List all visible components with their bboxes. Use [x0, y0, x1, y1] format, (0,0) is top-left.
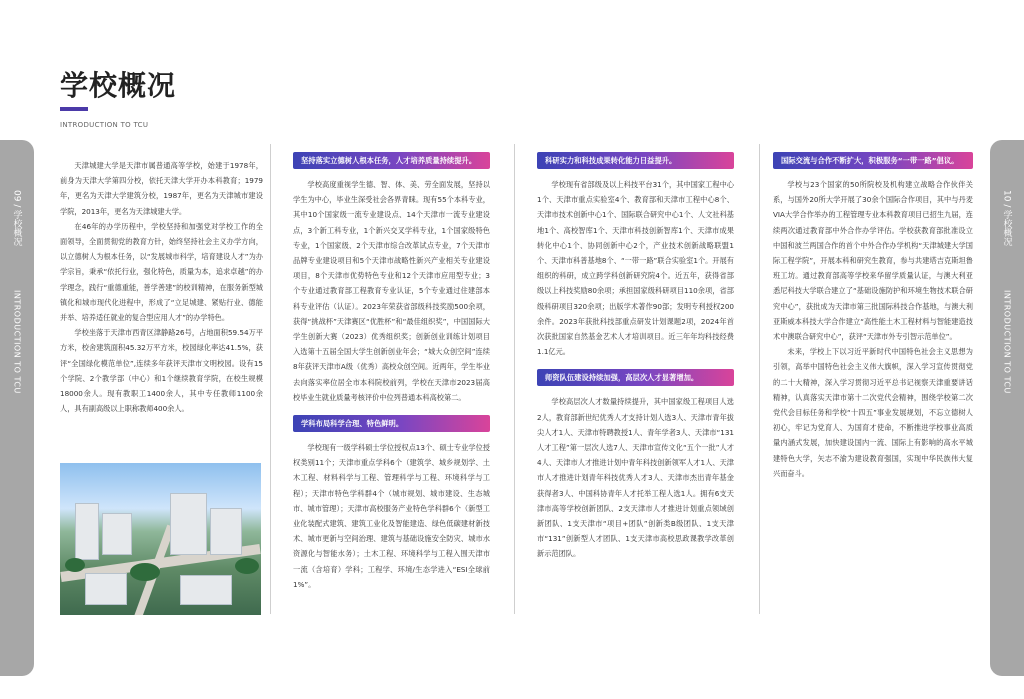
right-tab-label: INTRODUCTION TO TCU: [1002, 290, 1012, 394]
section-header: 师资队伍建设持续加强，高层次人才显著增加。: [537, 369, 734, 386]
section-header: 坚持落实立德树人根本任务，人才培养质量持续提升。: [293, 152, 490, 169]
column-3: [537, 152, 734, 562]
paragraph: 学校高层次人才数量持续提升，其中国家级工程项目人选2人，教育部新世纪优秀人才支持计划人选3人、天津市青年拔尖人才1人、天津市特聘教授1人、青年学者3人、天津市“131人才工程”第一层次人选7人、天津市宣传文化“五个一批”人才4人、天津市人才推进计划中青年科技创新领军人才1人、天津市人才推进计划青年科技优秀人才3人、天津市杰出青年基金获得者3人、中国科协青年人才托举工程人选1人。拥有6支天津市高等学校创新团队、2支天津市人才推进计划重点领域创新团队、1支天津市“项目+团队”创新类B级团队、1支天津市“131”创新型人才团队、1支天津市高校思政课教学改革创新示范团队。: [537, 397, 734, 559]
paragraph: 学校现有一级学科硕士学位授权点13个、硕士专业学位授权类别11个；天津市重点学科6个（建筑学、城乡规划学、土木工程、材料科学与工程、管理科学与工程、环境科学与工程）；天津市特色学科群4个（城市规划、城市建设、生态城市、城市管理）；天津市高校服务产业特色学科群6个（新型工业化装配式建筑、建筑工业化及智能建造、绿色低碳建材新技术、城市更新与空间治理、建筑与基础设施安全防灾、城市水资源化与智能水务）；土木工程、环境科学与工程入围天津市一流（含培育）学科；工程学、环境/生态学进入“ESI全球前1%”。: [293, 443, 490, 589]
right-page-number: 10 / 学校概况: [1001, 190, 1012, 247]
column-2: [293, 152, 490, 592]
paragraph: 学校与23个国家的50所院校及机构建立战略合作伙伴关系，与国外20所大学开展了30余个国际合作项目，其中与丹麦VIA大学合作举办的工程管理专业本科教育项目已招生九届，连续两次通过教育部中外合作办学评估。学校获教育部批准设立中国和波兰两国合作的首个中外合作办学机构“天津城建大学国际工程学院”，开展本科和研究生教育，参与共建塔吉克斯坦鲁班工坊。通过教育部高等学校来华留学质量认证，与澳大利亚悉尼科技大学联合建立了“基础设施防护和环境生物技术联合研究中心”，获批成为天津市第三批国际科技合作基地，与澳大利亚斯威本科技大学合作建立“高性能土木工程材料与智能建造技术中澳联合研究中心”，获评“天津市外专引智示范单位”。: [773, 180, 973, 342]
paragraph: 学校现有省部级及以上科技平台31个，其中国家工程中心1个、天津市重点实验室4个、教育部和天津市工程中心8个、天津市技术创新中心1个、国际联合研究中心1个、人文社科基地1个、高校智库1个、天津市科技创新智库1个、天津市成果转化中心1个、协同创新中心2个，产业技术创新战略联盟1个、天津市科普基地8个、“一带一路”联合实验室1个。开展有组织的科研，成立跨学科创新研究院4个。近五年，获得省部级以上科技奖励80余项；承担国家级科研项目110余项，省部级科研项目320余项；出版学术著作90部；发明专利授权200余件。2023年获批科技部重点研发计划课题2项，2024年首次获批国家自然基金艺术人才培训项目。近三年年均科技经费1.1亿元。: [537, 180, 734, 357]
right-side-tab: [990, 140, 1024, 676]
paragraph: 在46年的办学历程中，学校坚持和加强党对学校工作的全面领导，全面贯彻党的教育方针，始终坚持社会主义办学方向，以立德树人为根本任务，以“发展城市科学，培育建设人才”为办学宗旨，秉承“依托行业，强化特色，质量为本，追求卓越”的办学理念，践行“重德重能，善学善建”的校训精神，在服务新型城镇化和城市现代化进程中，形成了“立足城建、紧贴行业、德能并举、培养适任就业的复合型应用人才”的办学特色。: [60, 221, 263, 323]
paragraph: 未来，学校上下以习近平新时代中国特色社会主义思想为引领，高举中国特色社会主义伟大旗帜，深入学习宣传贯彻党的二十大精神，深入学习贯彻习近平总书记视察天津重要讲话精神，认真落实天津市第十二次党代会精神，围绕学校第二次党代会目标任务和学校“十四五”事业发展规划，不忘立德树人初心，牢记为党育人、为国育才使命，不断推进学校事业高质量内涵式发展，加快建设国内一流、国际上有影响的高水平城建特色大学，矢志不渝为建设教育强国，实现中华民族伟大复兴而奋斗。: [773, 347, 973, 478]
column-4: [773, 152, 973, 481]
column-1: [60, 158, 263, 416]
campus-aerial-photo: [60, 463, 261, 615]
paragraph: 学校坐落于天津市西青区津静路26号，占地面积59.54万平方米，校舍建筑面积45.32万平方米，校园绿化率达41.5%，获评“全国绿化模范单位”,连续多年获评天津市文明校园。设有15个学院、2个教学部（中心）和1个继续教育学院，在校生规模18000余人。现有教职工1400余人，其中专任教师1100余人，具有副高级以上职称教师400余人。: [60, 328, 263, 414]
title-accent-bar: [60, 107, 88, 111]
page-subtitle: INTRODUCTION TO TCU: [60, 121, 149, 129]
column-divider: [514, 144, 515, 614]
paragraph: 天津城建大学是天津市属普通高等学校，始建于1978年，前身为天津大学第四分校，依托天津大学开办本科教育；1979年，更名为天津大学建筑分校，1987年，更名为天津城市建设学院，2013年，更名为天津城建大学。: [60, 161, 263, 216]
column-divider: [759, 144, 760, 614]
left-page-number: 09 / 学校概况: [11, 190, 22, 247]
left-tab-label: INTRODUCTION TO TCU: [12, 290, 22, 394]
section-header: 国际交流与合作不断扩大，积极服务“一带一路”倡议。: [773, 152, 973, 169]
section-header: 科研实力和科技成果转化能力日益提升。: [537, 152, 734, 169]
page-title: 学校概况: [60, 69, 177, 102]
section-header: 学科布局科学合理、特色鲜明。: [293, 415, 490, 432]
paragraph: 学校高度重视学生德、智、体、美、劳全面发展，坚持以学生为中心，毕业生深受社会各界青睐。现有55个本科专业，其中10个国家级一流专业建设点、14个天津市一流专业建设点，3个新工科专业，1个新兴交叉学科专业，1个国家级特色专业，1个国家级、2个天津市综合改革试点专业，7个天津市品牌专业建设项目和5个天津市战略性新兴产业相关专业建设项目，8个天津市优势特色专业和12个天津市应用型专业；3个专业通过教育部工程教育专业认证，5个专业通过住建部本科专业评估（认证）。2023年荣获省部级科技奖励500余项，获得“挑战杯”天津赛区“优胜杯”和“最佳组织奖”，中国国际大学生创新大赛（2023）优秀组织奖；创新创业训练计划项目入选第十五届全国大学生创新创业年会；“城大众创空间”连续8年获评天津市A级（优秀）高校众创空间。近两年，学生毕业去向落实率位居全市本科院校前列，学校在天津市2023届高校毕业生就业质量考核评价中位列普通本科高校第二。: [293, 180, 490, 402]
left-side-tab: [0, 140, 34, 676]
column-divider: [270, 144, 271, 614]
